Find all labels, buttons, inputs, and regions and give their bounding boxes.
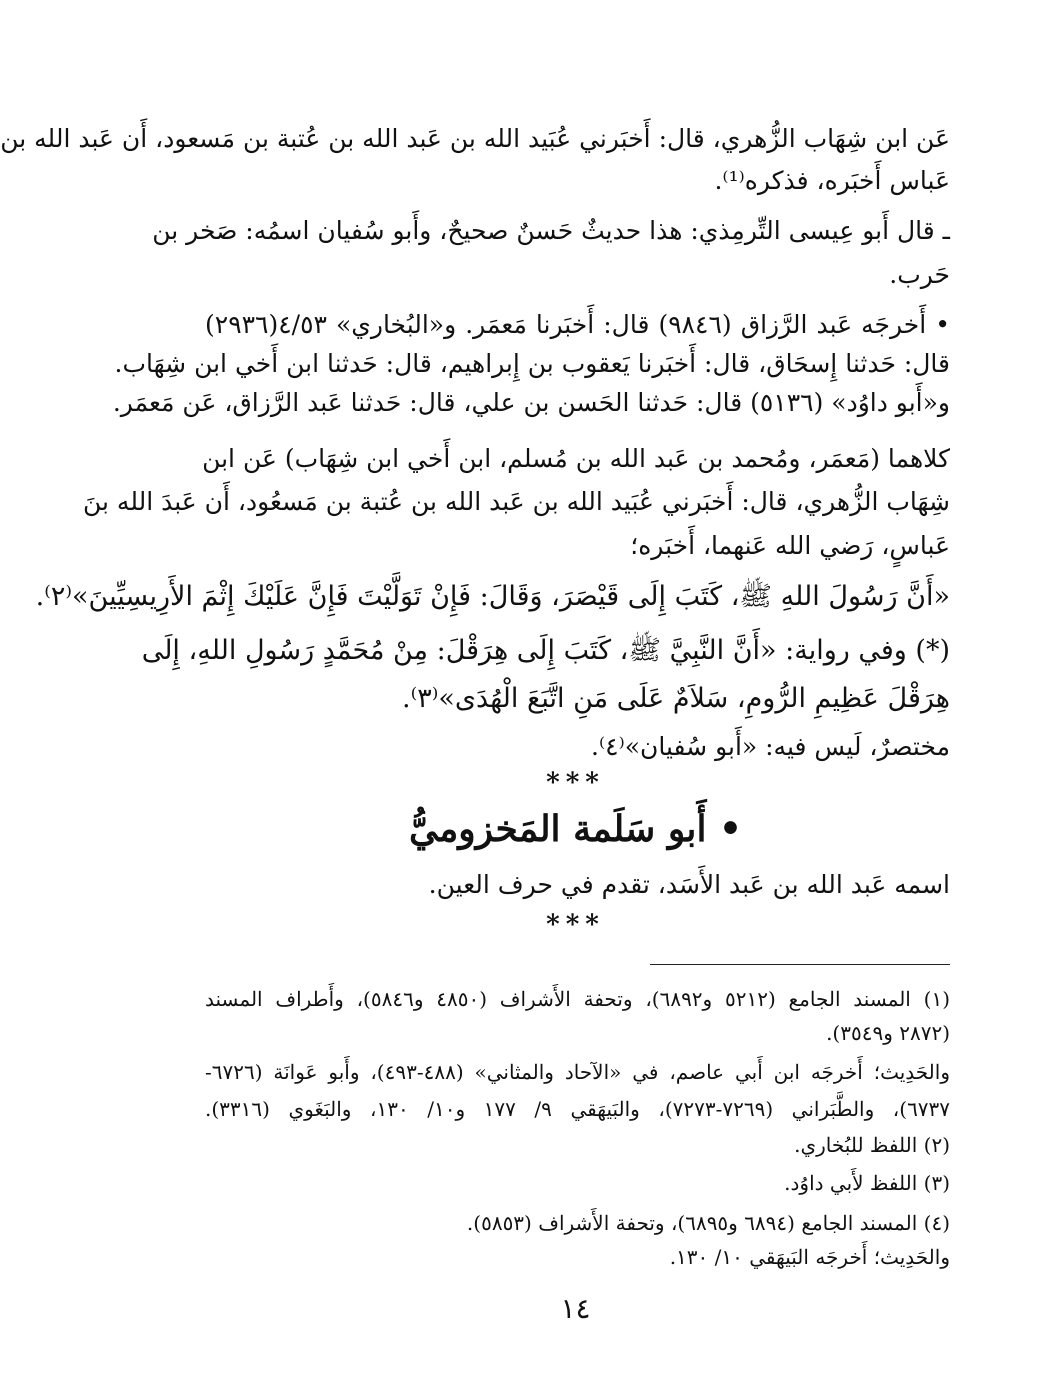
footnote-line: (١) المسند الجامع (٥٢١٢ و٦٨٩٢)، وتحفة الأَشراف (٤٨٥٠ و٥٨٤٦)، وأَطراف المسند [205,987,950,1011]
hadith-text-line: «أَنَّ رَسُولَ اللهِ ﷺ، كَتَبَ إِلَى قَيْصَرَ، وَقَالَ: فَإِنْ تَوَلَّيْتَ فَإِنَّ عَلَيْكَ إِثْمَ الأَرِيسِيِّينَ»⁽٢⁾. [35,581,950,612]
body-line: حَرب. [889,260,950,289]
body-line: • أَخرجَه عَبد الرَّزاق (٩٨٤٦) قال: أَخبَرنا مَعمَر. و«البُخاري» ٤/٥٣(٢٩٣٦) [205,310,950,339]
page-number: ١٤ [560,1292,591,1325]
footnote-line: والحَدِيث؛ أَخرجَه ابن أَبي عاصم، في «الآحاد والمثاني» (٤٨٨-٤٩٣)، وأَبو عَوانَة (٦٧٢٦- [205,1060,950,1084]
footnote-line: (٢) اللفظ للبُخاري. [794,1133,950,1157]
body-line: و«أَبو داوُد» (٥١٣٦) قال: حَدثنا الحَسن بن علي، قال: حَدثنا عَبد الرَّزاق، عَن مَعمَر. [112,388,950,417]
footnote-line: (٢٨٧٢ و٣٥٤٩). [826,1021,950,1045]
section-text: اسمه عَبد الله بن عَبد الأَسَد، تقدم في حرف العين. [428,870,950,899]
footnote-line: (٤) المسند الجامع (٦٨٩٤ و٦٨٩٥)، وتحفة الأَشراف (٥٨٥٣). [466,1211,950,1235]
footnote-line: والحَدِيث؛ أَخرجَه البَيهَقي ١٠/ ١٣٠. [669,1245,950,1269]
body-line: عَباسٍ، رَضي الله عَنهما، أَخبَره؛ [630,531,950,560]
body-line: شِهَاب الزُّهري، قال: أَخبَرني عُبَيد الله بن عَبد الله بن عُتبة بن مَسعُود، أَن عَبدَ الله بنَ [83,487,950,516]
hadith-text-line: (*) وفي رواية: «أَنَّ النَّبِيَّ ﷺ، كَتَبَ إِلَى هِرَقْلَ: مِنْ مُحَمَّدٍ رَسُولِ اللهِ، إِلَى [141,635,950,666]
footnote-line: (٣) اللفظ لأَبي داوُد. [784,1171,950,1195]
footnote-divider [650,964,950,965]
hadith-text-line: هِرَقْلَ عَظِيمِ الرُّومِ، سَلاَمٌ عَلَى مَنِ اتَّبَعَ الْهُدَى»⁽٣⁾. [402,683,950,714]
body-line: كلاهما (مَعمَر، ومُحمد بن عَبد الله بن مُسلم، ابن أَخي ابن شِهَاب) عَن ابن [202,444,950,473]
separator-stars: *** [546,910,605,940]
body-line: عَباس أَخبَره، فذكره⁽¹⁾. [714,166,950,195]
body-line: ـ قال أَبو عِيسى التِّرمِذي: هذا حديثٌ حَسنٌ صحيحٌ، وأَبو سُفيان اسمُه: صَخر بن [152,216,950,245]
footnote-line: ٦٧٣٧)، والطَّبَراني (٧٢٦٩-٧٢٧٣)، والبَيهَقي ٩/ ١٧٧ و١٠/ ١٣٠، والبَغَوي (٣٣١٦). [205,1097,951,1121]
body-line: مختصرٌ، لَيس فيه: «أَبو سُفيان»⁽٤⁾. [591,732,950,761]
body-line: عَن ابن شِهَاب الزُّهري، قال: أَخبَرني عُبَيد الله بن عَبد الله بن عُتبة بن مَسعود، أَن عَبد الله بن [0,124,950,153]
section-heading: • أَبو سَلَمة المَخزوميُّ [409,808,742,850]
separator-stars: *** [546,768,605,798]
body-line: قال: حَدثنا إِسحَاق، قال: أَخبَرنا يَعقوب بن إِبراهيم، قال: حَدثنا ابن أَخي ابن شِهَاب. [114,349,950,378]
